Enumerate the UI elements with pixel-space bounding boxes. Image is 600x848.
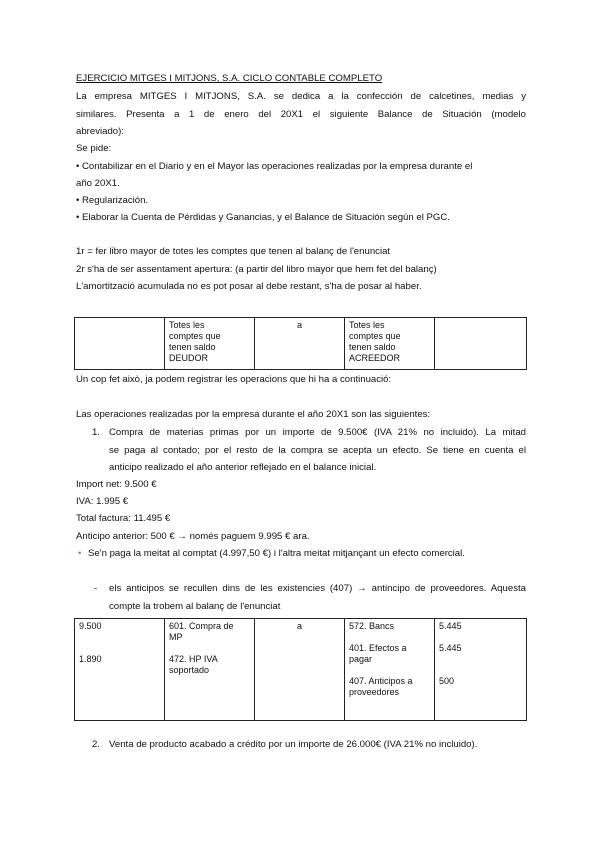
dash-note-line-1: els anticipos se recullen dins de les existencies (407) → antincipo de proveedores. Aquesta: [109, 583, 526, 594]
requirement-3: Elaborar la Cuenta de Pérdidas y Ganancias, y el Balance de Situación según el PGC.: [82, 212, 450, 223]
bullet-3: •: [76, 212, 80, 223]
requirement-2: Regularización.: [82, 195, 149, 206]
note-2: 2r s'ha de ser assentament apertura: (a partir del libro mayor que hem fet del balanç): [76, 264, 437, 275]
op2-line-1: Venta de producto acabado a crédito por un importe de 26.000€ (IVA 21% no incluido).: [109, 739, 478, 750]
dash-bullet: -: [94, 583, 98, 594]
calc-import-net: Import net: 9.500 €: [76, 479, 157, 490]
requirement-1-line-2: año 20X1.: [76, 178, 120, 189]
debit-account-line: 601. Compra de: [169, 621, 234, 631]
debit-account-line: soportado: [169, 665, 210, 675]
se-pide-label: Se pide:: [76, 143, 112, 154]
opening-entry-table: [74, 317, 527, 370]
opening-debit-account-cell: [165, 318, 255, 370]
calc-iva: IVA: 1.995 €: [76, 496, 129, 507]
acreedor-line: comptes que: [349, 331, 401, 341]
document-title: EJERCICIO MITGES I MITJONS, S.A. CICLO CONTABLE COMPLETO: [76, 73, 383, 84]
debit-accounts-cell: [165, 619, 255, 721]
credit-accounts-cell: [345, 619, 435, 721]
payment-note: Se'n paga la meitat al comptat (4.997,50 €) i l'altra meitat mitjançant un efecto comercial.: [88, 548, 465, 559]
op2-number: 2.: [92, 739, 101, 750]
bullet-1: •: [76, 161, 80, 172]
after-table-note: Un cop fet això, ja podem registrar les operacions que hi ha a continuació:: [76, 374, 392, 385]
acreedor-line: tenen saldo: [349, 342, 396, 352]
op1-line-1: Compra de materias primas por un importe de 9.500€ (IVA 21% no incluido). La mitad: [109, 427, 526, 438]
dash-note-line-2: compte la trobem al balanç de l'enunciat: [109, 601, 281, 612]
deudor-line: DEUDOR: [169, 353, 209, 363]
opening-debit-amount-cell: [75, 318, 165, 370]
intro-line-1: La empresa MITGES I MITJONS, S.A. se dedica a la confección de calcetines, medias y: [76, 91, 526, 102]
credit-account-line: 401. Efectos a: [349, 643, 407, 653]
acreedor-line: Totes les: [349, 320, 385, 330]
operations-intro: Las operaciones realizadas por la empresa durante el año 20X1 son las siguientes:: [76, 409, 431, 420]
note-1: 1r = fer libro mayor de totes les comptes que tenen al balanç de l'enunciat: [76, 246, 391, 257]
journal-entry-table: [74, 618, 527, 721]
opening-credit-account-cell: [345, 318, 435, 370]
opening-a-cell: [255, 318, 345, 370]
debit-amount: 9.500: [79, 621, 102, 631]
op1-line-3: anticipo realizado el año anterior reflejado en el balance inicial.: [109, 462, 377, 473]
deudor-line: tenen saldo: [169, 342, 216, 352]
deudor-line: Totes les: [169, 320, 205, 330]
credit-account-line: pagar: [349, 654, 373, 664]
calc-total: Total factura: 11.495 €: [76, 513, 171, 524]
debit-account-line: MP: [169, 632, 183, 642]
intro-line-2: similares. Presenta a 1 de enero del 20X1 el siguiente Balance de Situación (modelo: [76, 109, 526, 120]
journal-a-cell: [255, 619, 345, 721]
debit-account-line: 472. HP IVA: [169, 654, 218, 664]
op1-line-2: se paga al contado; por el resto de la compra se acepta un efecto. Se tiene en cuenta el: [109, 445, 526, 456]
bullet-2: •: [76, 195, 80, 206]
a-label: a: [296, 621, 302, 631]
credit-amount: 5.445: [439, 643, 462, 653]
credit-account-line: 572. Bancs: [349, 621, 395, 631]
debit-amounts-cell: [75, 619, 165, 721]
deudor-line: comptes que: [169, 331, 221, 341]
credit-account-line: 407. Anticipos a: [349, 676, 413, 686]
op1-number: 1.: [92, 427, 101, 438]
credit-account-line: proveedores: [349, 687, 400, 697]
note-3: L'amortització acumulada no es pot posar al debe restant, s'ha de posar al haber.: [76, 281, 422, 292]
a-label: a: [296, 320, 302, 330]
credit-amount: 500: [439, 676, 455, 686]
requirement-1-line-1: Contabilizar en el Diario y en el Mayor las operaciones realizadas por la empresa durante el: [82, 161, 473, 172]
debit-amount: 1.890: [79, 654, 102, 664]
calc-anticipo: Anticipo anterior: 500 € → només paguem 9.995 € ara.: [76, 531, 310, 542]
blue-bullet: •: [78, 548, 82, 559]
opening-credit-amount-cell: [435, 318, 527, 370]
credit-amounts-cell: [435, 619, 527, 721]
credit-amount: 5.445: [439, 621, 462, 631]
acreedor-line: ACREEDOR: [349, 353, 401, 363]
intro-line-3: abreviado):: [76, 126, 124, 137]
